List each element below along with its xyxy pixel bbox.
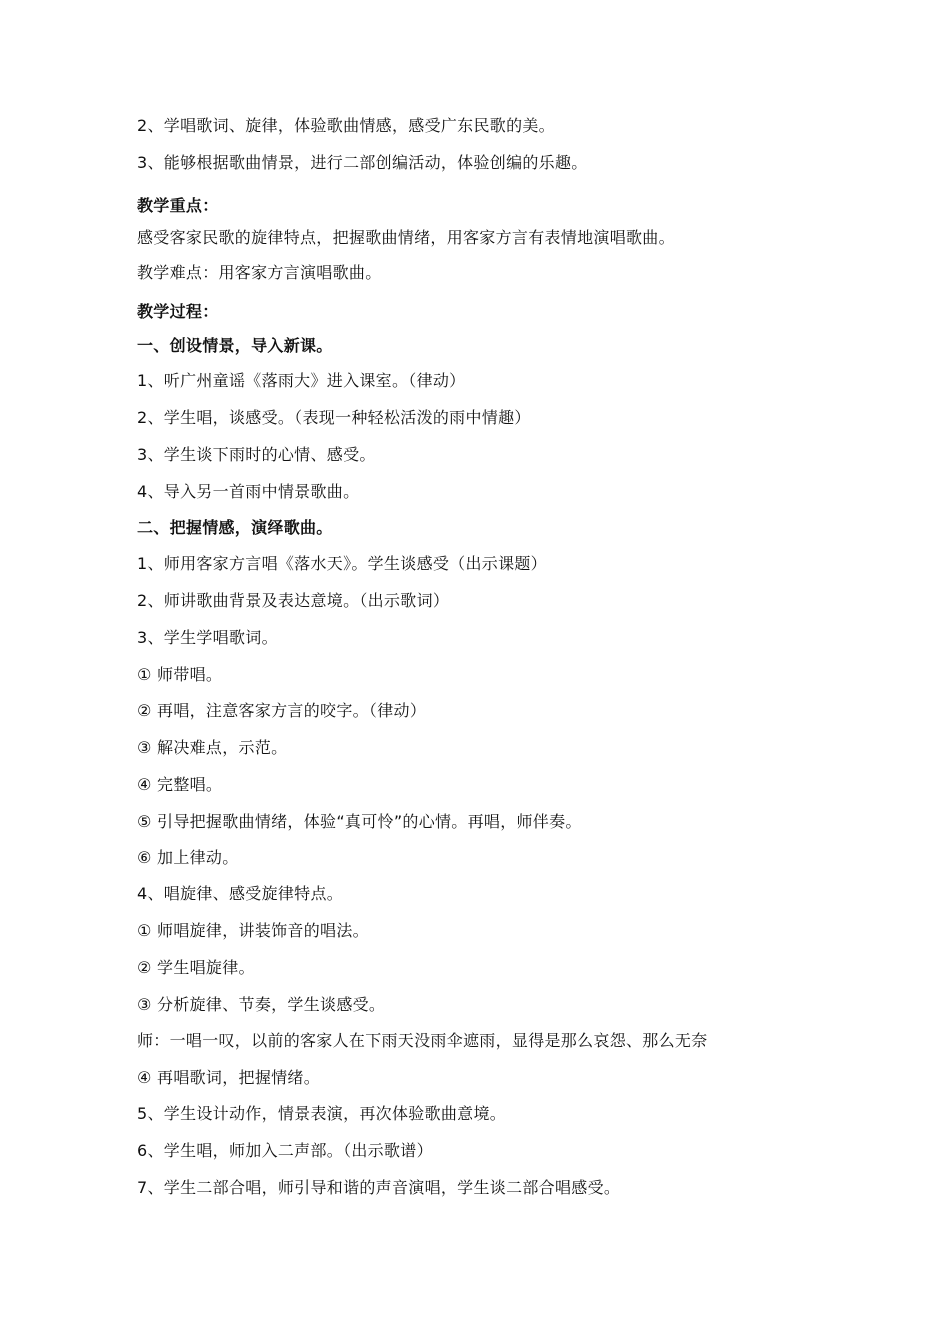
text-line-melody-substep-2: ② 学生唱旋律。 <box>137 958 255 977</box>
text-line-s2-step-2: 2、师讲歌曲背景及表达意境。（出示歌词） <box>137 591 450 610</box>
text-line-substep-5: ⑤ 引导把握歌曲情绪，体验“真可怜”的心情。再唱，师伴奏。 <box>137 812 582 831</box>
text-line-difficulty: 教学难点：用客家方言演唱歌曲。 <box>137 263 382 282</box>
text-line-substep-3: ③ 解决难点，示范。 <box>137 738 288 757</box>
text-line-s1-step-3: 3、学生谈下雨时的心情、感受。 <box>137 445 376 464</box>
text-line-s2-step-5: 5、学生设计动作，情景表演，再次体验歌曲意境。 <box>137 1104 507 1123</box>
text-line-objective-3: 3、能够根据歌曲情景，进行二部创编活动，体验创编的乐趣。 <box>137 153 588 172</box>
heading-key-points: 教学重点： <box>137 196 219 215</box>
text-line-melody-substep-1: ① 师唱旋律，讲装饰音的唱法。 <box>137 921 369 940</box>
text-line-s1-step-1: 1、听广州童谣《落雨大》进入课室。（律动） <box>137 371 466 390</box>
text-line-s2-step-3: 3、学生学唱歌词。 <box>137 628 278 647</box>
heading-process: 教学过程： <box>137 302 219 321</box>
text-line-s2-step-7: 7、学生二部合唱，师引导和谐的声音演唱，学生谈二部合唱感受。 <box>137 1178 621 1197</box>
text-line-melody-substep-4: ④ 再唱歌词，把握情绪。 <box>137 1068 321 1087</box>
text-line-s1-step-4: 4、导入另一首雨中情景歌曲。 <box>137 482 360 501</box>
text-line-s1-step-2: 2、学生唱，谈感受。（表现一种轻松活泼的雨中情趣） <box>137 408 531 427</box>
text-line-objective-2: 2、学唱歌词、旋律，体验歌曲情感，感受广东民歌的美。 <box>137 116 555 135</box>
text-line-substep-4: ④ 完整唱。 <box>137 775 223 794</box>
text-line-teacher-remark: 师：一唱一叹，以前的客家人在下雨天没雨伞遮雨，显得是那么哀怨、那么无奈 <box>137 1031 708 1050</box>
text-line-melody-substep-3: ③ 分析旋律、节奏，学生谈感受。 <box>137 995 386 1014</box>
text-line-substep-2: ② 再唱，注意客家方言的咬字。（律动） <box>137 701 427 720</box>
text-line-s2-step-4: 4、唱旋律、感受旋律特点。 <box>137 884 344 903</box>
text-line-key-points: 感受客家民歌的旋律特点，把握歌曲情绪，用客家方言有表情地演唱歌曲。 <box>137 228 675 247</box>
text-line-s2-step-1: 1、师用客家方言唱《落水天》。学生谈感受（出示课题） <box>137 554 547 573</box>
heading-section-2: 二、把握情感，演绎歌曲。 <box>137 518 333 537</box>
heading-section-1: 一、创设情景，导入新课。 <box>137 336 333 355</box>
text-line-substep-6: ⑥ 加上律动。 <box>137 848 239 867</box>
text-line-substep-1: ① 师带唱。 <box>137 665 223 684</box>
text-line-s2-step-6: 6、学生唱，师加入二声部。（出示歌谱） <box>137 1141 433 1160</box>
